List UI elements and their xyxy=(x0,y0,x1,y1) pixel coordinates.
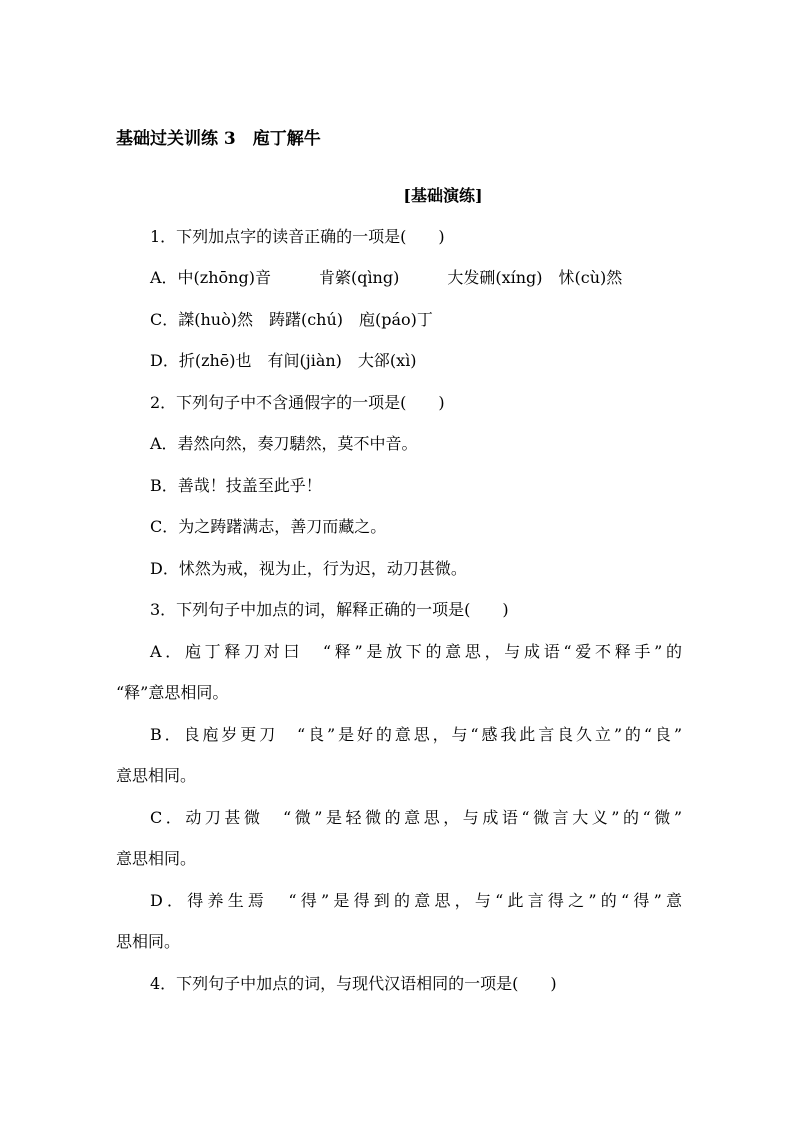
question-3-stem: 3．下列句子中加点的词，解释正确的一项是( ) xyxy=(150,600,509,619)
question-4-stem: 4．下列句子中加点的词，与现代汉语相同的一项是( ) xyxy=(150,974,557,993)
question-3-option-a-line2: “释”意思相同。 xyxy=(116,683,229,702)
section-heading xyxy=(0,183,794,206)
question-2-option-c: C．为之踌躇满志，善刀而藏之。 xyxy=(150,517,387,536)
question-2-option-a: A．砉然向然，奏刀騞然，莫不中音。 xyxy=(150,434,418,453)
question-3-option-a-line1: A．庖丁释刀对曰 “释”是放下的意思，与成语“爱不释手”的 xyxy=(150,642,682,661)
question-1-option-d: D．折(zhē)也 有间(jiàn) 大郤(xì) xyxy=(150,351,417,370)
question-3-option-d-line2: 思相同。 xyxy=(116,932,181,951)
section-heading-text: [基础演练] xyxy=(403,186,483,205)
question-2-option-d: D．怵然为戒，视为止，行为迟，动刀甚微。 xyxy=(150,559,467,578)
question-3-option-d-line1: D．得养生焉 “得”是得到的意思，与“此言得之”的“得”意 xyxy=(150,891,682,910)
question-3-option-c-line2: 意思相同。 xyxy=(116,849,197,868)
question-1-option-c: C．謋(huò)然 踌躇(chú) 庖(páo)丁 xyxy=(150,310,433,329)
document-title: 基础过关训练 3 庖丁解牛 xyxy=(116,129,321,149)
question-3-option-b-line1: B．良庖岁更刀 “良”是好的意思，与“感我此言良久立”的“良” xyxy=(150,725,682,744)
question-2-option-b: B．善哉！技盖至此乎！ xyxy=(150,476,322,495)
question-1-option-a: A．中(zhōng)音 肯綮(qìng) 大发硎(xíng) 怵(cù)然 xyxy=(150,268,623,287)
question-1-stem: 1．下列加点字的读音正确的一项是( ) xyxy=(150,227,445,246)
question-3-option-b-line2: 意思相同。 xyxy=(116,766,197,785)
question-2-stem: 2．下列句子中不含通假字的一项是( ) xyxy=(150,393,445,412)
question-3-option-c-line1: C．动刀甚微 “微”是轻微的意思，与成语“微言大义”的“微” xyxy=(150,808,682,827)
